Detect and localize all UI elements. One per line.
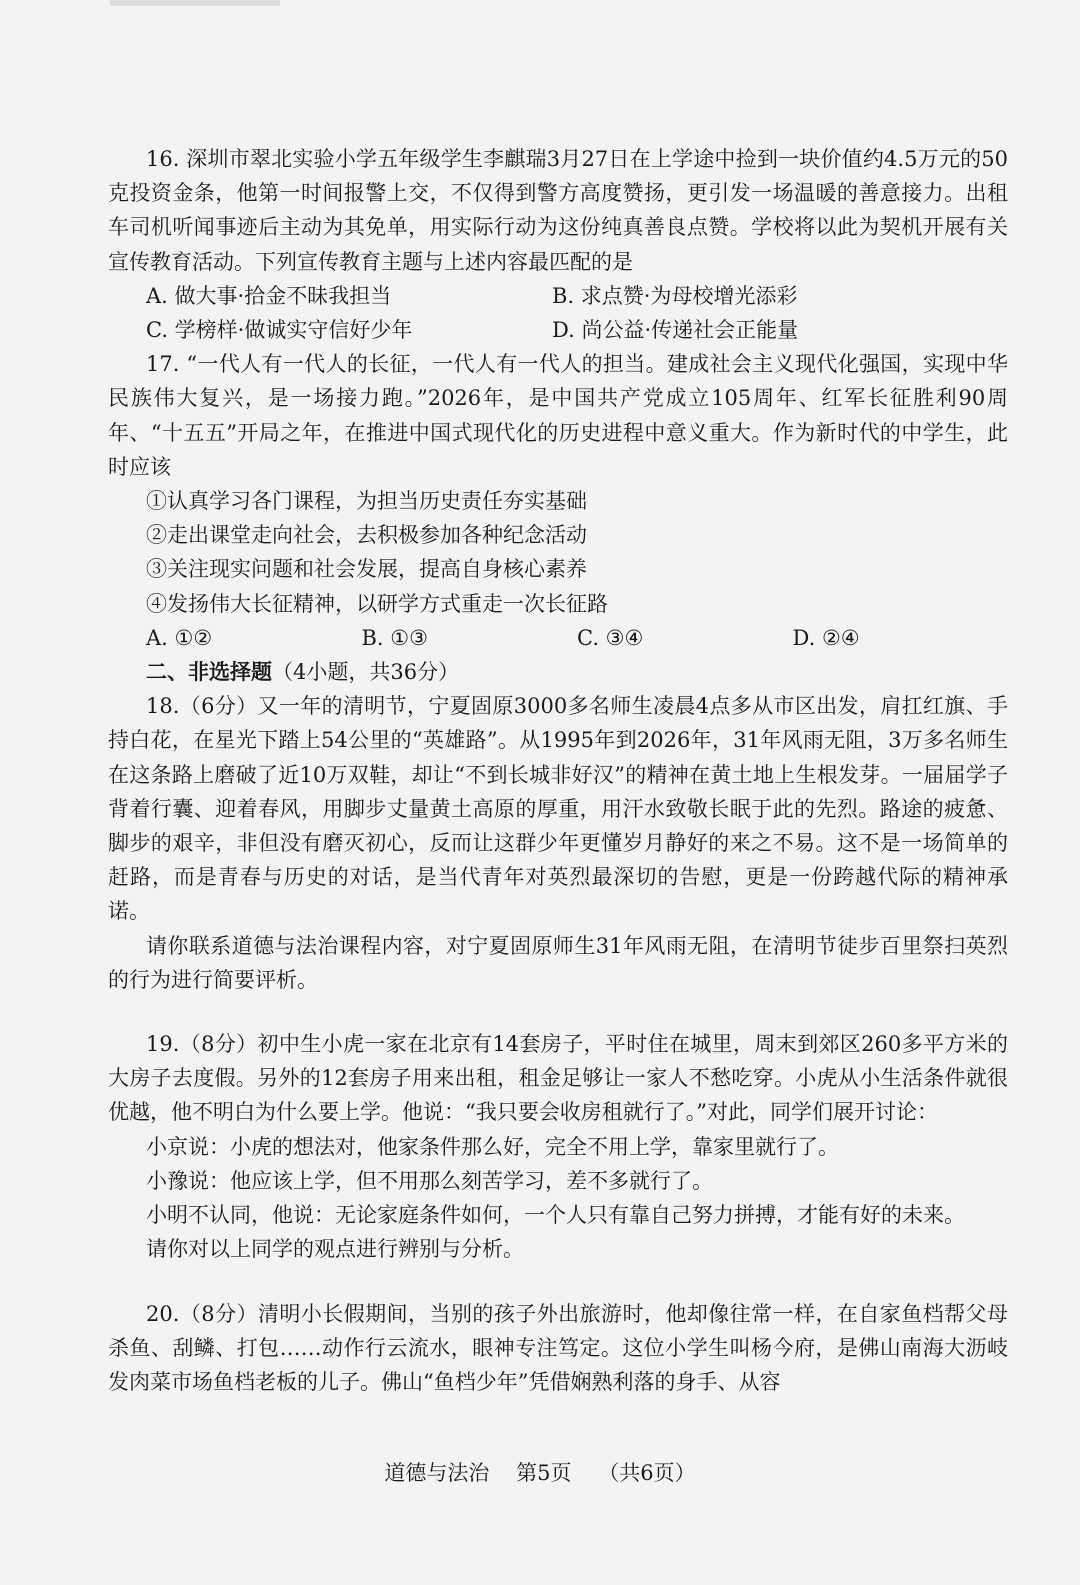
question-18 (108, 689, 1008, 997)
question-17-item-3: ③关注现实问题和社会发展，提高自身核心素养 (146, 557, 587, 582)
answer-space (108, 997, 1008, 1027)
question-16-stem: 16. 深圳市翠北实验小学五年级学生李麒瑞3月27日在上学途中捡到一块价值约4.5万元的50克投资金条，他第一时间报警上交，不仅得到警方高度赞扬，更引发一场温暖的善意接力。出租车司机听闻事迹后主动为其免单，用实际行动为这份纯真善良点赞。学校将以此为契机开展有关宣传教育活动。下列宣传教育主题与上述内容最匹配的是 (108, 147, 1008, 274)
question-19 (108, 1027, 1008, 1266)
question-19-view-3: 小明不认同，他说：无论家庭条件如何，一个人只有靠自己努力拼搏，才能有好的未来。 (146, 1203, 965, 1228)
question-17-item-2: ②走出课堂走向社会，去积极参加各种纪念活动 (146, 523, 587, 548)
question-19-view-1: 小京说：小虎的想法对，他家条件那么好，完全不用上学，靠家里就行了。 (146, 1134, 839, 1159)
section-note: （4小题，共36分） (272, 660, 460, 685)
question-19-view-2: 小豫说：他应该上学，但不用那么刻苦学习，差不多就行了。 (146, 1168, 713, 1193)
question-17-option-b: B. ①③ (361, 625, 428, 650)
question-17-options (108, 621, 1008, 655)
page-footer (0, 1458, 1080, 1488)
question-17-stem: 17. “一代人有一代人的长征，一代人有一代人的担当。建成社会主义现代化强国，实现中华民族伟大复兴，是一场接力跑。”2026年，是中国共产党成立105周年、红军长征胜利90周年、“十五五”开局之年，在推进中国式现代化的历史进程中意义重大。作为新时代的中学生，此时应该 (108, 352, 1008, 479)
question-16-option-d: D. 尚公益·传递社会正能量 (552, 318, 799, 343)
question-17 (108, 347, 1008, 655)
question-16-option-c: C. 学榜样·做诚实守信好少年 (146, 318, 413, 343)
question-16-options-row-2 (108, 313, 1008, 347)
question-20 (108, 1297, 1008, 1400)
question-16-options-row-1 (108, 279, 1008, 313)
question-16-option-b: B. 求点赞·为母校增光添彩 (552, 283, 798, 308)
question-16-option-a: A. 做大事·拾金不昧我担当 (146, 283, 392, 308)
question-17-option-d: D. ②④ (792, 625, 860, 650)
question-20-stem: 20.（8分）清明小长假期间，当别的孩子外出旅游时，他却像往常一样，在自家鱼档帮父母杀鱼、刮鳞、打包……动作行云流水，眼神专注笃定。这位小学生叫杨今府，是佛山南海大沥岐发肉菜市场鱼档老板的儿子。佛山“鱼档少年”凭借娴熟利落的身手、从容 (108, 1301, 1008, 1394)
footer-subject: 道德与法治 (384, 1461, 490, 1485)
question-18-stem: 18.（6分）又一年的清明节，宁夏固原3000多名师生凌晨4点多从市区出发，肩扛红旗、手持白花，在星光下踏上54公里的“英雄路”。从1995年到2026年，31年风雨无阻，3万多名师生在这条路上磨破了近10万双鞋，却让“不到长城非好汉”的精神在黄土地上生根发芽。一届届学子背着行囊、迎着春风，用脚步丈量黄土高原的厚重，用汗水致敬长眠于此的先烈。路途的疲惫、脚步的艰辛，非但没有磨灭初心，反而让这群少年更懂岁月静好的来之不易。这不是一场简单的赶路，而是青春与历史的对话，是当代青年对英烈最深切的告慰，更是一份跨越代际的精神承诺。 (108, 694, 1008, 924)
question-16 (108, 142, 1008, 347)
question-17-option-a: A. ①② (146, 625, 213, 650)
answer-space (108, 1267, 1008, 1297)
question-19-stem: 19.（8分）初中生小虎一家在北京有14套房子，平时住在城里，周末到郊区260多平方米的大房子去度假。另外的12套房子用来出租，租金足够让一家人不愁吃穿。小虎从小生活条件就很优越，他不明白为什么要上学。他说：“我只要会收房租就行了。”对此，同学们展开讨论： (108, 1032, 1008, 1125)
footer-page-number: 第5页 (516, 1461, 572, 1485)
footer-total-pages: （共6页） (598, 1461, 696, 1485)
question-17-item-1: ①认真学习各门课程，为担当历史责任夯实基础 (146, 489, 587, 514)
page-content (108, 142, 1008, 1399)
section-heading (108, 655, 1008, 689)
question-17-option-c: C. ③④ (577, 625, 644, 650)
question-19-prompt: 请你对以上同学的观点进行辨别与分析。 (146, 1237, 524, 1262)
scan-mark (110, 0, 280, 6)
section-title: 二、非选择题 (146, 660, 272, 685)
question-18-prompt: 请你联系道德与法治课程内容，对宁夏固原师生31年风雨无阻，在清明节徒步百里祭扫英烈的行为进行简要评析。 (108, 933, 1008, 992)
question-17-item-4: ④发扬伟大长征精神，以研学方式重走一次长征路 (146, 591, 608, 616)
